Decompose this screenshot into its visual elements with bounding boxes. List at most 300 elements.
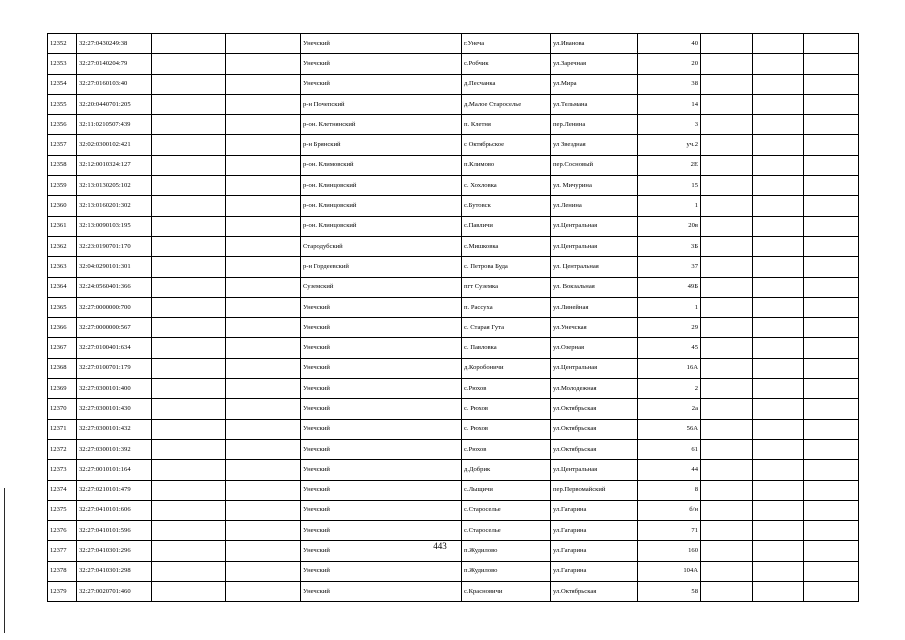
- cadastral-number-cell: 32:27:0000000:567: [77, 318, 152, 338]
- district-cell: Унечский: [301, 297, 462, 317]
- settlement-cell: д.Коробоничи: [462, 358, 551, 378]
- empty-cell: [753, 419, 804, 439]
- empty-cell: [804, 419, 859, 439]
- empty-cell: [804, 155, 859, 175]
- empty-cell: [226, 54, 301, 74]
- empty-cell: [226, 439, 301, 459]
- table-row: [48, 358, 859, 378]
- row-number-cell: 12368: [48, 358, 77, 378]
- empty-cell: [753, 155, 804, 175]
- settlement-cell: д.Малое Староселье: [462, 94, 551, 114]
- house-number-cell: б/н: [638, 500, 701, 520]
- settlement-cell: с. Старая Гута: [462, 318, 551, 338]
- table-row: [48, 54, 859, 74]
- district-cell: р-н Гордеевский: [301, 257, 462, 277]
- empty-cell: [804, 500, 859, 520]
- settlement-cell: с.Рюхов: [462, 439, 551, 459]
- cadastral-number-cell: 32:27:0300101:432: [77, 419, 152, 439]
- settlement-cell: с. Хохловка: [462, 176, 551, 196]
- empty-cell: [226, 480, 301, 500]
- row-number-cell: 12354: [48, 74, 77, 94]
- empty-cell: [226, 257, 301, 277]
- empty-cell: [701, 561, 753, 581]
- empty-cell: [701, 94, 753, 114]
- settlement-cell: п.Климово: [462, 155, 551, 175]
- house-number-cell: 61: [638, 439, 701, 459]
- empty-cell: [753, 135, 804, 155]
- empty-cell: [226, 94, 301, 114]
- settlement-cell: с.Староселье: [462, 521, 551, 541]
- house-number-cell: 29: [638, 318, 701, 338]
- street-cell: ул Звездная: [551, 135, 638, 155]
- empty-cell: [226, 277, 301, 297]
- empty-cell: [804, 541, 859, 561]
- empty-cell: [804, 521, 859, 541]
- empty-cell: [226, 135, 301, 155]
- empty-cell: [804, 257, 859, 277]
- empty-cell: [152, 115, 226, 135]
- street-cell: ул.Тельмана: [551, 94, 638, 114]
- district-cell: р-он. Клинцовский: [301, 176, 462, 196]
- settlement-cell: п. Клетня: [462, 115, 551, 135]
- settlement-cell: с. Петрова Буда: [462, 257, 551, 277]
- empty-cell: [701, 74, 753, 94]
- district-cell: р-н Брянский: [301, 135, 462, 155]
- empty-cell: [701, 54, 753, 74]
- house-number-cell: 20в: [638, 216, 701, 236]
- cadastral-number-cell: 32:02:0300102:421: [77, 135, 152, 155]
- empty-cell: [701, 135, 753, 155]
- empty-cell: [152, 419, 226, 439]
- street-cell: ул. Вокзальная: [551, 277, 638, 297]
- empty-cell: [152, 582, 226, 602]
- empty-cell: [226, 419, 301, 439]
- row-number-cell: 12373: [48, 460, 77, 480]
- cadastral-number-cell: 32:27:0000000:700: [77, 297, 152, 317]
- street-cell: ул.Центральная: [551, 216, 638, 236]
- empty-cell: [804, 460, 859, 480]
- street-cell: ул.Ленина: [551, 196, 638, 216]
- empty-cell: [226, 155, 301, 175]
- empty-cell: [701, 318, 753, 338]
- empty-cell: [152, 277, 226, 297]
- district-cell: Унечский: [301, 34, 462, 54]
- empty-cell: [701, 176, 753, 196]
- empty-cell: [152, 358, 226, 378]
- table-row: [48, 460, 859, 480]
- district-cell: Стародубский: [301, 236, 462, 256]
- cadastral-number-cell: 32:27:0430249:38: [77, 34, 152, 54]
- cadastral-number-cell: 32:27:0300101:400: [77, 379, 152, 399]
- row-number-cell: 12366: [48, 318, 77, 338]
- house-number-cell: 40: [638, 34, 701, 54]
- house-number-cell: 37: [638, 257, 701, 277]
- empty-cell: [226, 561, 301, 581]
- row-number-cell: 12360: [48, 196, 77, 216]
- street-cell: ул.Мира: [551, 74, 638, 94]
- empty-cell: [753, 460, 804, 480]
- empty-cell: [226, 338, 301, 358]
- empty-cell: [753, 500, 804, 520]
- street-cell: ул.Заречная: [551, 54, 638, 74]
- cadastral-number-cell: 32:27:0100701:179: [77, 358, 152, 378]
- empty-cell: [804, 176, 859, 196]
- cadastral-number-cell: 32:27:0410301:296: [77, 541, 152, 561]
- empty-cell: [701, 358, 753, 378]
- house-number-cell: 20: [638, 54, 701, 74]
- house-number-cell: 3: [638, 115, 701, 135]
- empty-cell: [753, 358, 804, 378]
- cadastral-number-cell: 32:27:0410101:596: [77, 521, 152, 541]
- empty-cell: [753, 379, 804, 399]
- district-cell: Унечский: [301, 338, 462, 358]
- empty-cell: [701, 277, 753, 297]
- empty-cell: [753, 297, 804, 317]
- empty-cell: [226, 297, 301, 317]
- district-cell: Унечский: [301, 500, 462, 520]
- row-number-cell: 12364: [48, 277, 77, 297]
- empty-cell: [804, 561, 859, 581]
- district-cell: р-он. Клетнянский: [301, 115, 462, 135]
- street-cell: ул.Гагарина: [551, 500, 638, 520]
- empty-cell: [701, 460, 753, 480]
- empty-cell: [152, 155, 226, 175]
- empty-cell: [753, 439, 804, 459]
- empty-cell: [152, 176, 226, 196]
- house-number-cell: 44: [638, 460, 701, 480]
- table-row: [48, 399, 859, 419]
- empty-cell: [152, 460, 226, 480]
- empty-cell: [701, 338, 753, 358]
- district-cell: Унечский: [301, 541, 462, 561]
- street-cell: пер.Сосновый: [551, 155, 638, 175]
- cadastral-number-cell: 32:04:0290101:301: [77, 257, 152, 277]
- district-cell: Унечский: [301, 318, 462, 338]
- empty-cell: [152, 196, 226, 216]
- settlement-cell: пгт Суземка: [462, 277, 551, 297]
- empty-cell: [753, 399, 804, 419]
- empty-cell: [804, 196, 859, 216]
- empty-cell: [701, 216, 753, 236]
- street-cell: ул.Линейная: [551, 297, 638, 317]
- street-cell: ул.Октябрьская: [551, 582, 638, 602]
- empty-cell: [152, 34, 226, 54]
- empty-cell: [701, 582, 753, 602]
- empty-cell: [701, 439, 753, 459]
- street-cell: ул.Молодежная: [551, 379, 638, 399]
- street-cell: ул.Гагарина: [551, 521, 638, 541]
- row-number-cell: 12353: [48, 54, 77, 74]
- empty-cell: [152, 541, 226, 561]
- row-number-cell: 12365: [48, 297, 77, 317]
- cadastral-number-cell: 32:27:0100401:634: [77, 338, 152, 358]
- registry-table-body: [48, 34, 859, 602]
- row-number-cell: 12371: [48, 419, 77, 439]
- street-cell: ул. Мичурина: [551, 176, 638, 196]
- empty-cell: [226, 500, 301, 520]
- district-cell: р-н Почепский: [301, 94, 462, 114]
- row-number-cell: 12363: [48, 257, 77, 277]
- house-number-cell: 45: [638, 338, 701, 358]
- empty-cell: [804, 338, 859, 358]
- house-number-cell: 71: [638, 521, 701, 541]
- empty-cell: [152, 480, 226, 500]
- empty-cell: [226, 460, 301, 480]
- settlement-cell: д.Добрик: [462, 460, 551, 480]
- row-number-cell: 12352: [48, 34, 77, 54]
- settlement-cell: п. Рассуха: [462, 297, 551, 317]
- empty-cell: [152, 54, 226, 74]
- empty-cell: [753, 257, 804, 277]
- table-row: [48, 236, 859, 256]
- empty-cell: [753, 338, 804, 358]
- street-cell: ул.Гагарина: [551, 541, 638, 561]
- empty-cell: [804, 379, 859, 399]
- empty-cell: [701, 521, 753, 541]
- empty-cell: [152, 216, 226, 236]
- table-row: [48, 439, 859, 459]
- house-number-cell: 160: [638, 541, 701, 561]
- empty-cell: [226, 196, 301, 216]
- row-number-cell: 12379: [48, 582, 77, 602]
- empty-cell: [804, 480, 859, 500]
- district-cell: р-он. Климовский: [301, 155, 462, 175]
- settlement-cell: с. Рюхов: [462, 419, 551, 439]
- empty-cell: [226, 399, 301, 419]
- empty-cell: [753, 236, 804, 256]
- cadastral-number-cell: 32:23:0190701:170: [77, 236, 152, 256]
- empty-cell: [753, 115, 804, 135]
- district-cell: Унечский: [301, 358, 462, 378]
- empty-cell: [804, 74, 859, 94]
- empty-cell: [753, 480, 804, 500]
- empty-cell: [753, 318, 804, 338]
- empty-cell: [701, 399, 753, 419]
- street-cell: ул.Центральная: [551, 460, 638, 480]
- empty-cell: [226, 582, 301, 602]
- table-row: [48, 297, 859, 317]
- cadastral-number-cell: 32:11:0210507:439: [77, 115, 152, 135]
- empty-cell: [804, 297, 859, 317]
- empty-cell: [804, 358, 859, 378]
- empty-cell: [152, 379, 226, 399]
- district-cell: Унечский: [301, 419, 462, 439]
- empty-cell: [701, 34, 753, 54]
- table-row: [48, 419, 859, 439]
- settlement-cell: с. Павловка: [462, 338, 551, 358]
- district-cell: Унечский: [301, 74, 462, 94]
- empty-cell: [753, 54, 804, 74]
- empty-cell: [152, 561, 226, 581]
- street-cell: ул.Октябрьская: [551, 399, 638, 419]
- cadastral-number-cell: 32:20:0440701:205: [77, 94, 152, 114]
- empty-cell: [152, 338, 226, 358]
- settlement-cell: с.Робчик: [462, 54, 551, 74]
- street-cell: ул.Центральная: [551, 236, 638, 256]
- table-row: [48, 480, 859, 500]
- cadastral-number-cell: 32:27:0160103:40: [77, 74, 152, 94]
- table-row: [48, 257, 859, 277]
- cadastral-number-cell: 32:27:0300101:392: [77, 439, 152, 459]
- empty-cell: [804, 94, 859, 114]
- street-cell: ул. Центральная: [551, 257, 638, 277]
- row-number-cell: 12356: [48, 115, 77, 135]
- house-number-cell: уч.2: [638, 135, 701, 155]
- empty-cell: [152, 257, 226, 277]
- empty-cell: [226, 34, 301, 54]
- empty-cell: [804, 135, 859, 155]
- settlement-cell: п.Жудилово: [462, 561, 551, 581]
- row-number-cell: 12367: [48, 338, 77, 358]
- cadastral-number-cell: 32:27:0410101:606: [77, 500, 152, 520]
- house-number-cell: 3Б: [638, 236, 701, 256]
- empty-cell: [226, 379, 301, 399]
- empty-cell: [804, 115, 859, 135]
- district-cell: Унечский: [301, 460, 462, 480]
- settlement-cell: с. Рюхов: [462, 399, 551, 419]
- house-number-cell: 49Б: [638, 277, 701, 297]
- house-number-cell: 15: [638, 176, 701, 196]
- table-row: [48, 318, 859, 338]
- cadastral-number-cell: 32:13:0090103:195: [77, 216, 152, 236]
- empty-cell: [753, 561, 804, 581]
- settlement-cell: с.Староселье: [462, 500, 551, 520]
- row-number-cell: 12378: [48, 561, 77, 581]
- empty-cell: [152, 94, 226, 114]
- cadastral-number-cell: 32:13:0160201:302: [77, 196, 152, 216]
- row-number-cell: 12362: [48, 236, 77, 256]
- table-row: [48, 216, 859, 236]
- empty-cell: [804, 34, 859, 54]
- empty-cell: [753, 94, 804, 114]
- settlement-cell: д.Песчанка: [462, 74, 551, 94]
- empty-cell: [753, 277, 804, 297]
- settlement-cell: г.Унеча: [462, 34, 551, 54]
- empty-cell: [226, 115, 301, 135]
- row-number-cell: 12361: [48, 216, 77, 236]
- row-number-cell: 12375: [48, 500, 77, 520]
- row-number-cell: 12358: [48, 155, 77, 175]
- empty-cell: [753, 34, 804, 54]
- empty-cell: [753, 196, 804, 216]
- house-number-cell: 38: [638, 74, 701, 94]
- empty-cell: [701, 257, 753, 277]
- empty-cell: [152, 399, 226, 419]
- empty-cell: [152, 500, 226, 520]
- empty-cell: [753, 541, 804, 561]
- street-cell: ул.Октябрьская: [551, 439, 638, 459]
- house-number-cell: 58: [638, 582, 701, 602]
- empty-cell: [701, 196, 753, 216]
- cadastral-number-cell: 32:27:0140204:79: [77, 54, 152, 74]
- district-cell: Унечский: [301, 379, 462, 399]
- table-row: [48, 500, 859, 520]
- district-cell: Унечский: [301, 582, 462, 602]
- empty-cell: [226, 176, 301, 196]
- row-number-cell: 12374: [48, 480, 77, 500]
- table-row: [48, 196, 859, 216]
- table-row: [48, 379, 859, 399]
- street-cell: ул.Иванова: [551, 34, 638, 54]
- house-number-cell: 2а: [638, 399, 701, 419]
- district-cell: р-он. Клинцовский: [301, 196, 462, 216]
- empty-cell: [804, 236, 859, 256]
- empty-cell: [804, 439, 859, 459]
- district-cell: Суземский: [301, 277, 462, 297]
- empty-cell: [804, 582, 859, 602]
- empty-cell: [226, 541, 301, 561]
- empty-cell: [804, 216, 859, 236]
- settlement-cell: п.Жудилово: [462, 541, 551, 561]
- table-row: [48, 338, 859, 358]
- empty-cell: [152, 439, 226, 459]
- table-row: [48, 561, 859, 581]
- cadastral-number-cell: 32:27:0300101:430: [77, 399, 152, 419]
- row-number-cell: 12359: [48, 176, 77, 196]
- empty-cell: [226, 236, 301, 256]
- empty-cell: [804, 318, 859, 338]
- house-number-cell: 2: [638, 379, 701, 399]
- street-cell: ул.Озерная: [551, 338, 638, 358]
- street-cell: ул.Центральная: [551, 358, 638, 378]
- street-cell: ул.Унечская: [551, 318, 638, 338]
- table-row: [48, 94, 859, 114]
- cadastral-number-cell: 32:27:0410301:298: [77, 561, 152, 581]
- scan-edge-line: [4, 488, 5, 633]
- registry-table: [47, 33, 859, 602]
- house-number-cell: 56А: [638, 419, 701, 439]
- row-number-cell: 12376: [48, 521, 77, 541]
- district-cell: Унечский: [301, 54, 462, 74]
- row-number-cell: 12369: [48, 379, 77, 399]
- district-cell: Унечский: [301, 521, 462, 541]
- empty-cell: [152, 297, 226, 317]
- table-row: [48, 277, 859, 297]
- row-number-cell: 12377: [48, 541, 77, 561]
- settlement-cell: с.Красновичи: [462, 582, 551, 602]
- row-number-cell: 12370: [48, 399, 77, 419]
- cadastral-number-cell: 32:27:0010101:164: [77, 460, 152, 480]
- settlement-cell: с Октябрьское: [462, 135, 551, 155]
- row-number-cell: 12355: [48, 94, 77, 114]
- empty-cell: [753, 176, 804, 196]
- table-row: [48, 115, 859, 135]
- table-row: [48, 155, 859, 175]
- street-cell: пер.Первомайский: [551, 480, 638, 500]
- district-cell: Унечский: [301, 439, 462, 459]
- cadastral-number-cell: 32:24:0560401:366: [77, 277, 152, 297]
- cadastral-number-cell: 32:13:0130205:102: [77, 176, 152, 196]
- cadastral-number-cell: 32:27:0020701:460: [77, 582, 152, 602]
- empty-cell: [701, 115, 753, 135]
- settlement-cell: с.Рюхов: [462, 379, 551, 399]
- empty-cell: [753, 216, 804, 236]
- empty-cell: [226, 216, 301, 236]
- empty-cell: [753, 74, 804, 94]
- house-number-cell: 16А: [638, 358, 701, 378]
- row-number-cell: 12372: [48, 439, 77, 459]
- empty-cell: [152, 521, 226, 541]
- settlement-cell: с.Лыщичи: [462, 480, 551, 500]
- table-row: [48, 521, 859, 541]
- empty-cell: [701, 419, 753, 439]
- house-number-cell: 2Е: [638, 155, 701, 175]
- house-number-cell: 1: [638, 196, 701, 216]
- table-row: [48, 34, 859, 54]
- cadastral-number-cell: 32:12:0010324:127: [77, 155, 152, 175]
- empty-cell: [753, 521, 804, 541]
- empty-cell: [226, 521, 301, 541]
